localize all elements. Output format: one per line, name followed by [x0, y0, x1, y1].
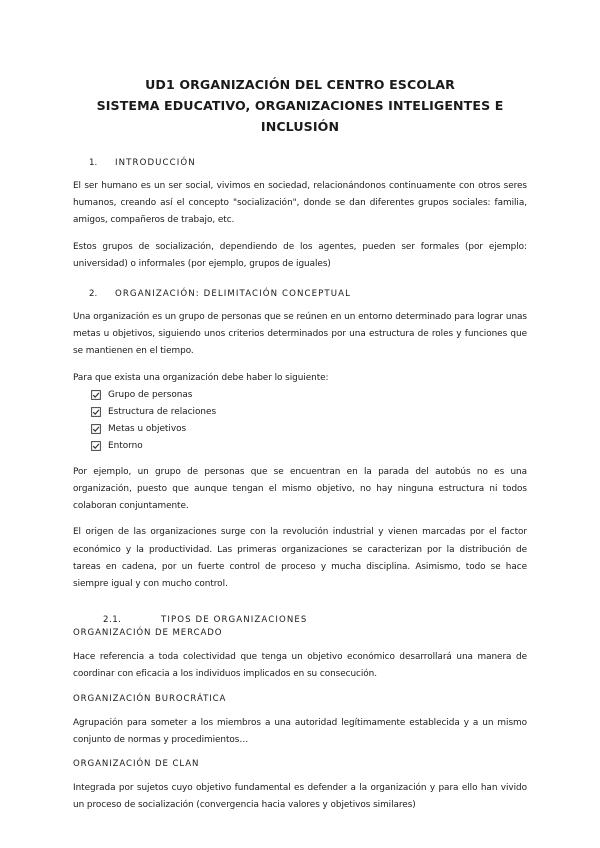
section-number: 1.	[89, 158, 98, 168]
checklist-item	[91, 421, 527, 438]
checklist-item	[91, 387, 527, 404]
doc-subtitle: SISTEMA EDUCATIVO, ORGANIZACIONES INTELIGENTES E INCLUSIÓN	[96, 98, 504, 134]
checkbox-checked-icon	[91, 424, 101, 434]
paragraph: Estos grupos de socialización, dependiendo de los agentes, pueden ser formales (por ejemplo: universidad) o informales (por ejemplo, grupos de iguales)	[73, 241, 527, 269]
section-heading-organizacion	[73, 288, 527, 300]
type-heading-clan: ORGANIZACIÓN DE CLAN	[73, 759, 200, 770]
checklist-item-label: Metas u objetivos	[108, 423, 187, 434]
doc-title: UD1 ORGANIZACIÓN DEL CENTRO ESCOLAR	[145, 77, 455, 92]
subsection-number: 2.1.	[103, 615, 122, 626]
type-heading-mercado: ORGANIZACIÓN DE MERCADO	[73, 628, 223, 639]
section-title: INTRODUCCIÓN	[115, 158, 196, 168]
checklist-item-label: Grupo de personas	[108, 389, 193, 400]
subsection-heading-tipos	[73, 614, 527, 627]
paragraph: Hace referencia a toda colectividad que tenga un objetivo económico desarrollará una manera de coordinar con eficacia a los individuos implicados en su consecución.	[73, 652, 527, 680]
paragraph: El origen de las organizaciones surge con la revolución industrial y vienen marcadas por el factor económico y la productividad. Las primeras organizaciones se caracterizan por la distribución de tareas en cadena, por un fuerte control de proceso y mucha disciplina. Asimismo, todo se hace siempre igual y con mucho control.	[73, 527, 527, 590]
subsection-title: TIPOS DE ORGANIZACIONES	[161, 615, 308, 626]
section-number: 2.	[89, 289, 98, 300]
paragraph: Integrada por sujetos cuyo objetivo fundamental es defender a la organización y para ello han vivido un proceso de socialización (convergencia hacia valores y objetivos similares)	[73, 783, 527, 811]
paragraph: Una organización es un grupo de personas que se reúnen en un entorno determinado para lograr unas metas u objetivos, siguiendo unos criterios determinados por una estructura de roles y funciones que se mantienen en el tiempo.	[73, 312, 527, 357]
checklist	[73, 387, 527, 455]
checkbox-checked-icon	[91, 441, 101, 451]
section-heading-introduccion	[73, 157, 527, 169]
type-heading-burocratica: ORGANIZACIÓN BUROCRÁTICA	[73, 693, 227, 704]
checklist-item	[91, 404, 527, 421]
checkbox-checked-icon	[91, 390, 101, 400]
checkbox-checked-icon	[91, 407, 101, 417]
checklist-item-label: Estructura de relaciones	[108, 406, 217, 417]
section-title: ORGANIZACIÓN: DELIMITACIÓN CONCEPTUAL	[115, 289, 352, 300]
paragraph: El ser humano es un ser social, vivimos en sociedad, relacionándonos continuamente con otros seres humanos, creando así el concepto "socialización", donde se dan diferentes grupos sociales: familia, amigos, compañeros de trabajo, etc.	[73, 181, 527, 226]
checklist-item	[91, 438, 527, 455]
paragraph: Agrupación para someter a los miembros a una autoridad legítimamente establecida y a un mismo conjunto de normas y procedimientos…	[73, 717, 527, 745]
checklist-item-label: Entorno	[108, 440, 143, 451]
paragraph: Para que exista una organización debe haber lo siguiente:	[73, 372, 329, 383]
paragraph: Por ejemplo, un grupo de personas que se encuentran en la parada del autobús no es una organización, puesto que aunque tengan el mismo objetivo, no hay ninguna estructura ni todos colaboran conjuntamente.	[73, 466, 527, 512]
